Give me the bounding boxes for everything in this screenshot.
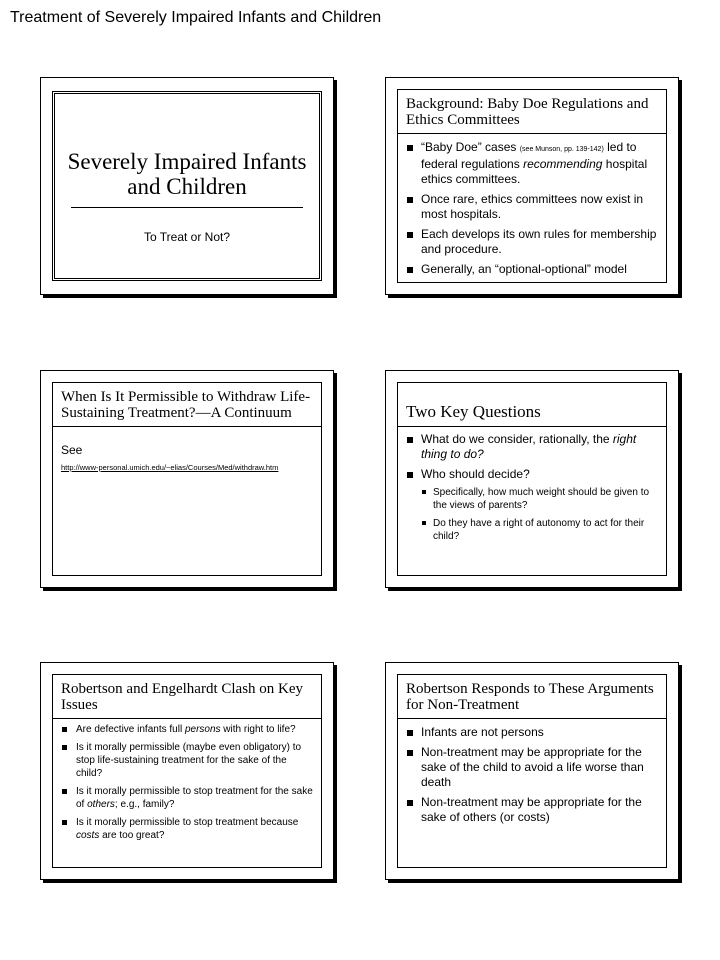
list-item: Is it morally permissible (maybe even obligatory) to stop life-sustaining treatment for the sake of the child? (61, 741, 315, 780)
divider (53, 718, 321, 719)
slide-heading: Two Key Questions (406, 402, 541, 421)
divider (398, 133, 666, 134)
withdraw-link[interactable]: http://www-personal.umich.edu/~elias/Courses/Med/withdraw.htm (61, 463, 279, 472)
list-item: Non-treatment may be appropriate for the sake of others (or costs) (406, 795, 660, 825)
reference-note: (see Munson, pp. 139-142) (519, 146, 604, 153)
page-title: Treatment of Severely Impaired Infants and Children (10, 9, 382, 26)
bullet-list (406, 432, 660, 548)
bullet-list (61, 723, 315, 847)
list-item: Once rare, ethics committees now exist in most hospitals. (406, 192, 660, 222)
list-item: Each develops its own rules for membership and procedure. (406, 227, 660, 257)
list-item: What do we consider, rationally, the right thing to do? (406, 432, 660, 462)
slide-background (385, 77, 679, 295)
slide-two-questions (385, 370, 679, 588)
slide-robertson-responds (385, 662, 679, 880)
slide-heading: Background: Baby Doe Regulations and Ethics Committees (406, 96, 649, 128)
divider (53, 426, 321, 427)
see-label: See (61, 443, 83, 457)
slide-heading: When Is It Permissible to Withdraw Life-Sustaining Treatment?—A Continuum (61, 389, 311, 421)
sub-list (421, 486, 660, 543)
slide-continuum (40, 370, 334, 588)
divider (398, 426, 666, 427)
slide-frame (52, 674, 322, 868)
bullet-list (406, 725, 660, 830)
list-item: Who should decide? Specifically, how much weight should be given to the views of parents? Do they have a right of autonomy to act for their child? (406, 467, 660, 543)
divider (71, 207, 303, 208)
slide-clash (40, 662, 334, 880)
slide-main-title: Severely Impaired Infants and Children (67, 149, 307, 199)
slide-title (40, 77, 334, 295)
slide-frame (52, 382, 322, 576)
list-item: Infants are not persons (406, 725, 660, 740)
sub-list-item: Do they have a right of autonomy to act for their child? (421, 517, 660, 543)
slide-frame (397, 89, 667, 283)
list-item: Are defective infants full persons with right to life? (61, 723, 315, 736)
list-item: Generally, an “optional-optional” model (406, 262, 660, 277)
list-item: “Baby Doe” cases (see Munson, pp. 139-142) led to federal regulations recommending hospital ethics committees. (406, 140, 660, 187)
slide-frame (52, 91, 322, 281)
slide-subtitle: To Treat or Not? (143, 230, 231, 244)
slide-frame (397, 674, 667, 868)
list-item: Is it morally permissible to stop treatment because costs are too great? (61, 816, 315, 842)
slide-heading: Robertson and Engelhardt Clash on Key Issues (61, 681, 304, 713)
divider (398, 718, 666, 719)
list-item: Is it morally permissible to stop treatment for the sake of others; e.g., family? (61, 785, 315, 811)
list-item: Non-treatment may be appropriate for the sake of the child to avoid a life worse than death (406, 745, 660, 790)
slide-frame (397, 382, 667, 576)
bullet-list (406, 140, 660, 282)
sub-list-item: Specifically, how much weight should be given to the views of parents? (421, 486, 660, 512)
slide-heading: Robertson Responds to These Arguments for Non-Treatment (406, 681, 654, 713)
